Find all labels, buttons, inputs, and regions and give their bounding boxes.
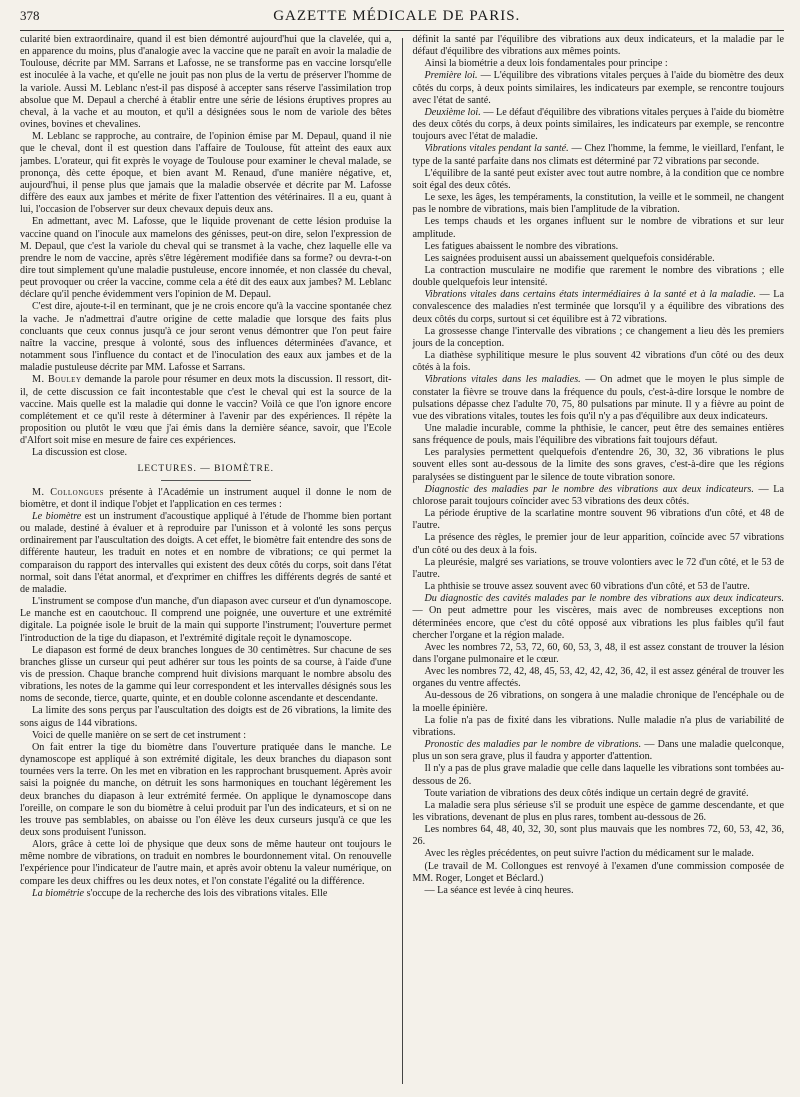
subheading: Pronostic des maladies par le nombre de vibrations.	[424, 739, 642, 751]
subheading: Vibrations vitales pendant la santé.	[424, 143, 569, 155]
paragraph-text: — Dans une maladie quelconque, plus un son sera grave, plus il faudra y apporter d'attention.	[412, 739, 784, 763]
paragraph	[20, 511, 392, 596]
paragraph: On fait entrer la tige du biomètre dans l'ouverture pratiquée dans le manche. Le dynamoscope est appliqué à son extrémité digitale, les deux branches du diapason sont tournées vers la terre. On les met en vibration en les rapprochant brusquement. Après avoir saisi la poignée du manche, on détruit les sons harmoniques en touchant légèrement les deux branches du diapason à leur extrémité fermée. On applique le dynamoscope dans l'oreille, on compare le son du biomètre à celui produit par l'un des indicateurs, et si on ne les trouve pas semblables, on abaisse ou l'on élève les deux curseurs jusqu'à ce que les deux sons produisent l'unisson.	[20, 741, 392, 838]
paragraph: La phthisie se trouve assez souvent avec 60 vibrations d'un côté, et 53 de l'autre.	[424, 581, 750, 593]
paragraph: La diathèse syphilitique mesure le plus souvent 42 vibrations d'un côté ou des deux côtés à la fois.	[412, 350, 784, 374]
paragraph: — La séance est levée à cinq heures.	[424, 884, 574, 896]
paragraph: définit la santé par l'équilibre des vibrations aux deux indicateurs, et la maladie par le défaut d'équilibre des vibrations aux mêmes points.	[412, 34, 784, 58]
subheading: Vibrations vitales dans les maladies.	[424, 374, 581, 386]
paragraph: Les paralysies permettent quelquefois d'entendre 26, 30, 32, 36 vibrations le plus souvent elles sont au-dessous de la limite des sons graves, c'est-à-dire que les régions paralysées se distinguent par le silence de toute vibration sonore.	[412, 447, 784, 483]
paragraph: La pleurésie, malgré ses variations, se trouve volontiers avec le 72 d'un côté, et le 53 de l'autre.	[412, 556, 784, 580]
paragraph: La discussion est close.	[32, 447, 128, 459]
paragraph-text: présente à l'Académie un instrument auquel il donne le nom de biomètre, et dont il indique l'objet et l'application en ces termes :	[20, 486, 392, 510]
subheading: Du diagnostic des cavités malades par le nombre des vibrations aux deux indicateurs.	[424, 593, 784, 605]
paragraph: Une maladie incurable, comme la phthisie, le cancer, peut être des semaines entières sans fréquence de pouls, mais l'équilibre des vibrations fait toujours défaut.	[412, 423, 784, 447]
paragraph: C'est dire, ajoute-t-il en terminant, que je ne crois encore qu'à la vaccine spontanée chez la vache. Je n'admettrai d'autre origine de cette maladie que lorsque des faits plus concluants que ceux connus jusqu'à ce jour seront venus démontrer que l'on peut faire naître la vaccine, presque à volonté, sous des influences déterminées d'avance, et notamment sous l'influence du contact et de l'inoculation des eaux aux jambes et de la maladie pustuleuse décrite par MM. Lafosse et Sarrans.	[20, 301, 392, 374]
paragraph: La contraction musculaire ne modifie que rarement le nombre des vibrations ; elle double quelquefois leur intensité.	[412, 264, 784, 289]
section-heading: LECTURES. — BIOMÈTRE.	[137, 464, 275, 475]
paragraph	[412, 289, 784, 325]
paragraph: Avec les nombres 72, 53, 72, 60, 60, 53, 3, 48, il est assez constant de trouver la lésion dans l'organe pulmonaire et le cœur.	[412, 641, 784, 665]
paragraph: La folie n'a pas de fixité dans les vibrations. Nulle maladie n'a plus de variabilité de vibrations.	[412, 714, 784, 738]
paragraph: Les temps chauds et les organes influent sur le nombre de vibrations et sur leur amplitude.	[412, 216, 784, 240]
paragraph: Ainsi la biométrie a deux lois fondamentales pour principe :	[424, 58, 668, 70]
subheading: Deuxième loi.	[424, 106, 481, 118]
term: La biométrie	[32, 887, 85, 899]
paragraph: Au-dessous de 26 vibrations, on songera à une maladie chronique de l'encéphale ou de la moelle épinière.	[412, 690, 784, 714]
page-header	[20, 8, 784, 31]
paragraph: La grossesse change l'intervalle des vibrations ; ce changement a lieu dès les premiers jours de la conception.	[412, 325, 784, 349]
paragraph: L'équilibre de la santé peut exister avec tout autre nombre, à la condition que ce nombre soit égal des deux côtés.	[412, 167, 784, 191]
paragraph	[20, 487, 392, 511]
paragraph	[20, 374, 392, 447]
subheading: Diagnostic des maladies par le nombre des vibrations aux deux indicateurs.	[424, 483, 754, 495]
subheading: Première loi.	[424, 70, 478, 82]
paragraph: Il n'y a pas de plus grave maladie que celle dans laquelle les vibrations sont tombées au-dessous de 26.	[412, 763, 784, 787]
paragraph: Le diapason est formé de deux branches longues de 30 centimètres. Sur chacune de ses branches glisse un curseur qui peut adhérer sur tous les points de sa course, à l'aide d'une vis de pression. Chaque branche comprend huit divisions marquant le nombre absolu des vibrations, les notes de la gamme qui leur correspondent et les intervalles désignés sous les noms de seconde, tierce, quarte, quinte, et en double colonne ascendante et descendante.	[20, 644, 392, 705]
paragraph: La période éruptive de la scarlatine montre souvent 96 vibrations d'un côté, et 48 de l'autre.	[412, 508, 784, 532]
text-columns	[20, 31, 784, 1094]
paragraph: En admettant, avec M. Lafosse, que le liquide provenant de cette lésion produise la vaccine quand on l'inocule aux mamelons des génisses, peut-on dire, selon l'expression de M. Depaul, que c'est la variole du cheval qui se transmet à la vache, chez laquelle elle va prendre le nom de vaccine, après s'être légèrement modifiée dans sa forme? ou devra-t-on dire tout simplement qu'une maladie pustuleuse, encore innomée, et non classée du cheval, peut provoquer ou créer la vaccine, comme cela a été dit des eaux aux jambes? M. Leblanc déclare qu'il penche évidemment vers l'opinion de M. Depaul.	[20, 216, 392, 301]
paragraph	[412, 70, 784, 106]
paragraph: La présence des règles, le premier jour de leur apparition, coïncide avec 57 vibrations d'un côté ou des deux à la fois.	[412, 532, 784, 556]
paragraph: La maladie sera plus sérieuse s'il se produit une espèce de gamme descendante, et que les vibrations, devenant de plus en plus rares, tombent au-dessous de 26.	[412, 799, 784, 823]
section-rule	[161, 480, 251, 481]
paragraph-text: — Le défaut d'équilibre des vibrations vitales perçues à l'aide du biomètre des deux côtés du corps, à deux points similaires, les indicateurs par exemple, se rencontre toujours avec l'état de maladie.	[412, 106, 784, 143]
paragraph-text: — La convalescence des maladies n'est terminée que lorsqu'il y a équilibre des vibrations des deux côtés du corps, surtout si cet équilibre est à 72 vibrations.	[412, 289, 784, 325]
paragraph-text: — La chlorose parait toujours coïncider avec 53 vibrations des deux côtés.	[412, 483, 784, 507]
paragraph-text: — On peut admettre pour les viscères, mais avec de nombreuses exceptions non déterminées encore, que c'est du côté opposé aux vibrations les plus faibles qu'il faut chercher l'organe et la région malade.	[412, 605, 784, 641]
paragraph: L'instrument se compose d'un manche, d'un diapason avec curseur et d'un dynamoscope. Le manche est en caoutchouc. Il comprend une poignée, une ouverture et une extrémité digitale. La poignée isole le bruit de la main qui supporte l'instrument; l'ouverture permet l'introduction de la tige du diapason, et l'extrémité digitale reçoit le dynamoscope.	[20, 596, 392, 644]
paragraph: Voici de quelle manière on se sert de cet instrument :	[32, 729, 247, 741]
paragraph: M. Leblanc se rapproche, au contraire, de l'opinion émise par M. Depaul, quand il nie que le cheval, dont il est question dans l'affaire de Toulouse, fût atteint des eaux aux jambes. L'orateur, qui fit exprès le voyage de Toulouse pour examiner le cheval malade, se prononça, dès cette époque, et bien avant M. Renaud, d'une manière négative, et, aujourd'hui, il pense plus que jamais que la maladie observée et décrite par M. Lafosse diffère des eaux aux jambes et mérite de fixer l'attention des vétérinaires. Il a eu, quant à lui, l'occasion de l'observer sur deux chevaux depuis deux ans.	[20, 131, 392, 216]
paragraph	[412, 593, 784, 642]
term: Le biomètre	[32, 510, 82, 522]
paragraph-text: demande la parole pour résumer en deux mots la discussion. Il ressort, dit-il, de cette discussion ce fait incontestable que c'est le cheval qui est la source de la vaccine. Mais quelle est la maladie qui donne le vaccin? Voilà ce que l'on ignore encore complétement et ce qu'il reste à déterminer à l'avenir par des expériences. Il répète la proposition ou plutôt le vœu que j'ai émis dans la dernière séance, savoir, que l'Ecole d'Alfort soit mise en mesure de faire ces expériences.	[20, 374, 392, 447]
paragraph: Les saignées produisent aussi un abaissement quelquefois considérable.	[424, 252, 715, 264]
subheading: Vibrations vitales dans certains états intermédiaires à la santé et à la maladie.	[424, 289, 756, 301]
paragraph	[20, 888, 392, 900]
speaker-name: M. Bouley	[32, 374, 82, 386]
paragraph: Les nombres 64, 48, 40, 32, 30, sont plus mauvais que les nombres 72, 60, 53, 42, 36, 26.	[412, 824, 784, 848]
paragraph: (Le travail de M. Collongues est renvoyé à l'examen d'une commission composée de MM. Roger, Longet et Béclard.)	[412, 860, 784, 884]
paragraph: Alors, grâce à cette loi de physique que deux sons de même hauteur ont toujours le même nombre de vibrations, on traduit en nombres le bourdonnement vital. On renouvelle l'expérience pour l'indicateur de l'autre main, et après avoir obtenu la valeur numérique, on compare les deux chiffres ou les deux notes, et l'on constate l'égalité ou la différence.	[20, 839, 392, 887]
left-column	[20, 34, 392, 1094]
column-divider	[402, 38, 403, 1084]
paragraph-text: — Chez l'homme, la femme, le vieillard, l'enfant, le type de la santé parfaite dans nos climats est déterminé par 72 vibrations par seconde.	[412, 143, 784, 167]
paragraph	[412, 143, 784, 167]
paragraph: La limite des sons perçus par l'auscultation des doigts est de 26 vibrations, la limite des sons aigus de 144 vibrations.	[20, 705, 392, 729]
paragraph: Toute variation de vibrations des deux côtés indique un certain degré de gravité.	[424, 787, 749, 799]
paragraph	[412, 107, 784, 143]
paragraph-text: s'occupe de la recherche des lois des vibrations vitales. Elle	[84, 887, 328, 899]
page-number: 378	[20, 8, 40, 23]
right-column	[412, 34, 784, 1094]
paragraph-text: est un instrument d'acoustique appliqué à l'étude de l'homme bien portant ou malade, destiné à évaluer et à reproduire par l'unisson et à volonté les sons perçus ordinairement par l'auscultation des doigts. A cet effet, le biomètre fait entendre des sons de différente hauteur, les traduit en notes et en nombre de vibrations; ce qui permet la comparaison du rapport des intervalles qui existent des deux côtés du corps, soit dans l'état normal, soit dans l'état anormal, et d'exprimer en chiffres les différents degrés de santé et de maladie.	[20, 510, 392, 595]
paragraph: Avec les nombres 72, 42, 48, 45, 53, 42, 42, 42, 36, 42, il est assez général de trouver les organes du ventre affectés.	[412, 666, 784, 690]
paragraph: Avec les règles précédentes, on peut suivre l'action du médicament sur le malade.	[424, 848, 754, 860]
paragraph	[412, 484, 784, 508]
journal-title: GAZETTE MÉDICALE DE PARIS.	[273, 8, 521, 24]
paragraph-text: — On admet que le moyen le plus simple de constater la fièvre se trouve dans la fréquence du pouls, c'est-à-dire lorsque le nombre de pulsations dépasse chez l'adulte 70, 75, 80 pulsations par minute. Il y a fièvre au point de vue des vibrations vitales, toutes les fois qu'il n'y a pas d'équilibre aux deux indicateurs.	[412, 374, 784, 422]
paragraph	[412, 739, 784, 763]
paragraph: Le sexe, les âges, les tempéraments, la constitution, la veille et le sommeil, ne changent pas le nombre de vibrations, mais bien l'amplitude de la vibration.	[412, 192, 784, 216]
paragraph: Les fatigues abaissent le nombre des vibrations.	[424, 240, 619, 252]
speaker-name: M. Collongues	[32, 486, 105, 498]
paragraph-text: — L'équilibre des vibrations vitales perçues à l'aide du biomètre des deux côtés du corps, à deux points similaires, les indicateurs par exemple, se rencontre toujours avec l'état de santé.	[412, 70, 784, 106]
paragraph: cularité bien extraordinaire, quand il est bien démontré aujourd'hui que la clavelée, qui a, en apparence du moins, plus d'analogie avec la vaccine que ne paraît en avoir la maladie de Toulouse, décrite par MM. Sarrans et Lafosse, ne se transforme pas en vaccine lorsqu'elle est inoculée à la vache, et qu'elle ne jouit pas non plus de la vertu de préserver l'homme de la variole. Aussi M. Leblanc n'est-il pas disposé à accepter sans réserve l'assimilation trop absolue que M. Depaul a cherché à établir entre une série de lésions éruptives propres au cheval, à la vache et au mouton, et qu'il a désignées sous le nom de variole des bêtes ovines, bovines et chevalines.	[20, 34, 392, 131]
paragraph	[412, 374, 784, 423]
